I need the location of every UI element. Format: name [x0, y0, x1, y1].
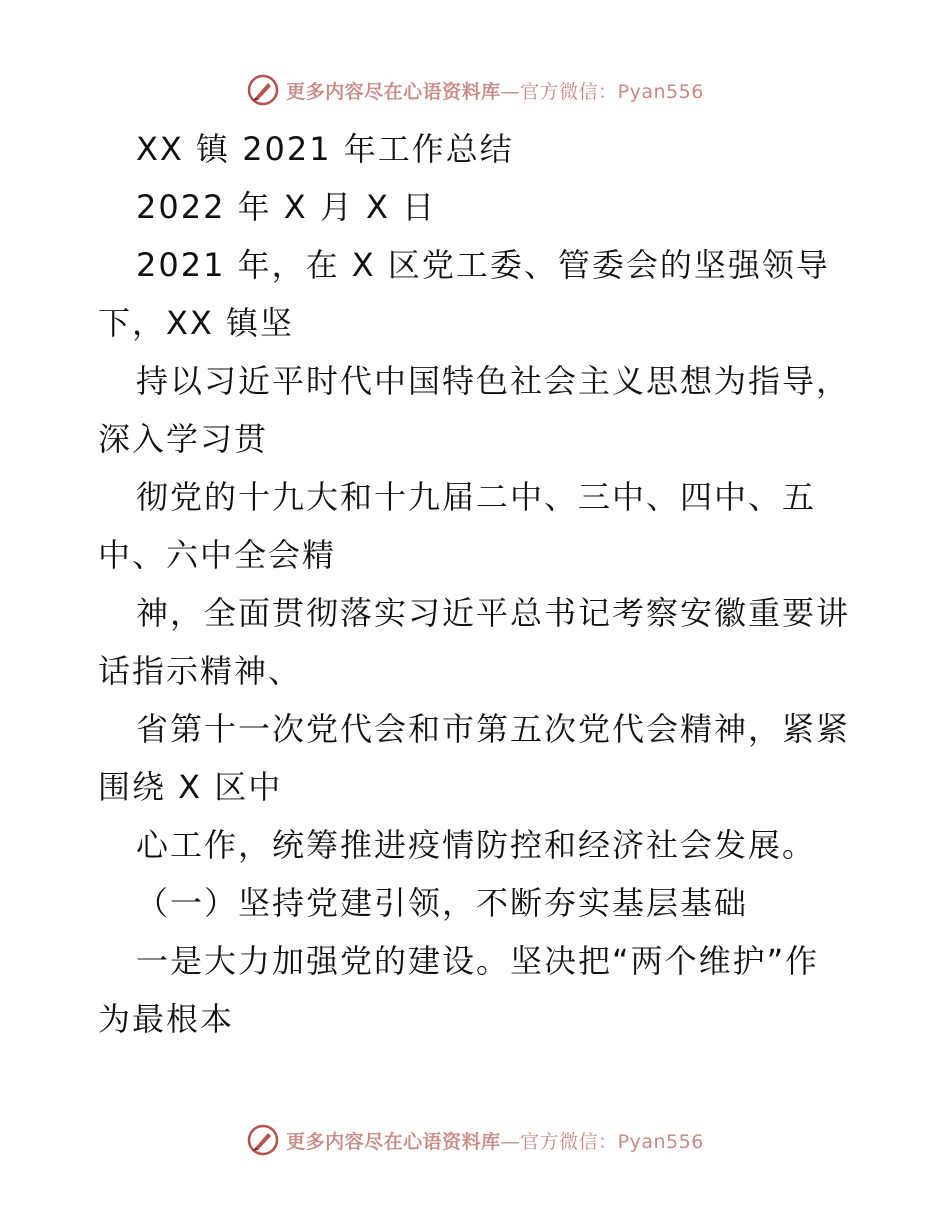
text-line: （一）坚持党建引领，不断夯实基层基础 — [136, 884, 749, 922]
watermark-header — [0, 70, 950, 110]
document-body — [98, 120, 888, 1048]
text-line: 一是大力加强党的建设。坚决把“两个维护”作 — [136, 942, 820, 980]
text-line: 心工作，统筹推进疫情防控和经济社会发展。 — [136, 826, 817, 864]
text-line: 彻党的十九大和十九届二中、三中、四中、五 — [136, 478, 817, 516]
text-line: 神，全面贯彻落实习近平总书记考察安徽重要讲 — [136, 594, 851, 632]
text-line: 中、六中全会精 — [98, 536, 337, 574]
watermark-footer — [0, 1120, 950, 1160]
watermark-text: 更多内容尽在心语资料库—官方微信：Pyan556 — [286, 1130, 704, 1153]
text-line: 省第十一次党代会和市第五次党代会精神，紧紧 — [136, 710, 851, 748]
text-line: 2022 年 X 月 X 日 — [136, 188, 437, 226]
text-line: 围绕 X 区中 — [98, 768, 283, 806]
pen-circle-logo-icon — [246, 73, 280, 107]
text-line: 话指示精神、 — [98, 652, 303, 690]
text-line: XX 镇 2021 年工作总结 — [136, 130, 514, 168]
text-line: 为最根本 — [98, 1000, 235, 1038]
text-line: 深入学习贯 — [98, 420, 269, 458]
text-line: 下，XX 镇坚 — [98, 304, 295, 342]
watermark-text: 更多内容尽在心语资料库—官方微信：Pyan556 — [286, 80, 704, 103]
text-line: 2021 年，在 X 区党工委、管委会的坚强领导 — [136, 246, 830, 284]
pen-circle-logo-icon — [246, 1123, 280, 1157]
text-line: 持以习近平时代中国特色社会主义思想为指导， — [136, 362, 851, 400]
